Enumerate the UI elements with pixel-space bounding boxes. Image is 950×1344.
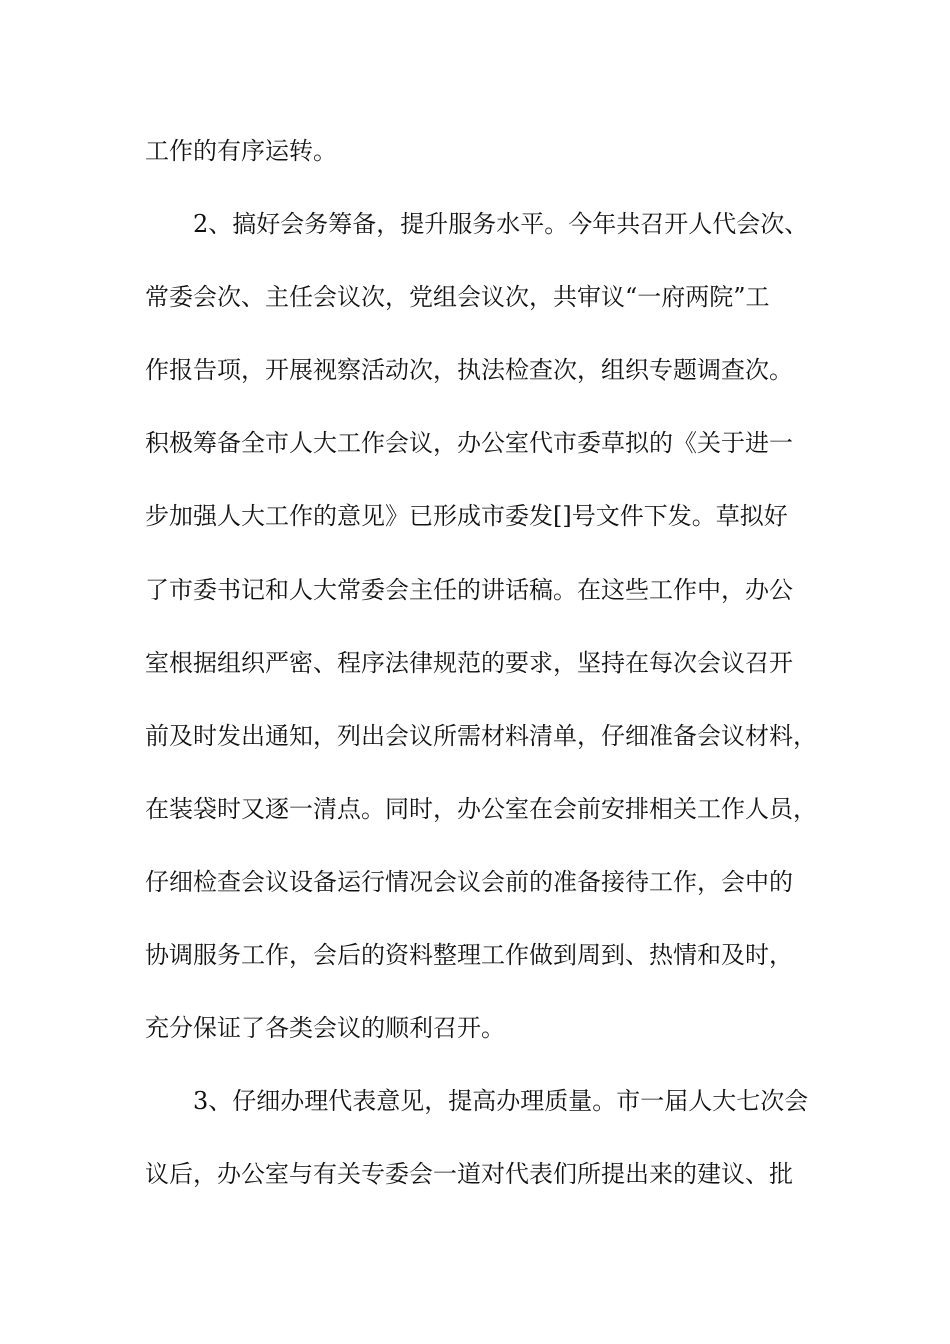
paragraph-start-line: 3、仔细办理代表意见，提高办理质量。市一届人大七次会 bbox=[193, 1087, 809, 1116]
text-line: 仔细检查会议设备运行情况会议会前的准备接待工作，会中的 bbox=[145, 867, 793, 896]
text-line: 常委会次、主任会议次，党组会议次，共审议“一府两院”工 bbox=[145, 283, 770, 312]
text-line: 充分保证了各类会议的顺利召开。 bbox=[145, 1014, 505, 1043]
text-line: 了市委书记和人大常委会主任的讲话稿。在这些工作中，办公 bbox=[145, 575, 793, 604]
text-line: 协调服务工作，会后的资料整理工作做到周到、热情和及时， bbox=[145, 941, 793, 970]
text-line: 前及时发出通知，列出会议所需材料清单，仔细准备会议材料， bbox=[145, 721, 817, 750]
text-line: 议后，办公室与有关专委会一道对代表们所提出来的建议、批 bbox=[145, 1160, 793, 1189]
text-line: 作报告项，开展视察活动次，执法检查次，组织专题调查次。 bbox=[145, 356, 793, 385]
text-line: 在装袋时又逐一清点。同时，办公室在会前安排相关工作人员， bbox=[145, 794, 817, 823]
text-line: 室根据组织严密、程序法律规范的要求，坚持在每次会议召开 bbox=[145, 648, 793, 677]
text-line: 步加强人大工作的意见》已形成市委发[]号文件下发。草拟好 bbox=[145, 502, 788, 531]
text-line: 工作的有序运转。 bbox=[145, 137, 337, 165]
paragraph-start-line: 2、搞好会务筹备，提升服务水平。今年共召开人代会次、 bbox=[193, 210, 809, 239]
text-line: 积极筹备全市人大工作会议，办公室代市委草拟的《关于进一 bbox=[145, 429, 793, 458]
document-body bbox=[145, 128, 815, 1224]
